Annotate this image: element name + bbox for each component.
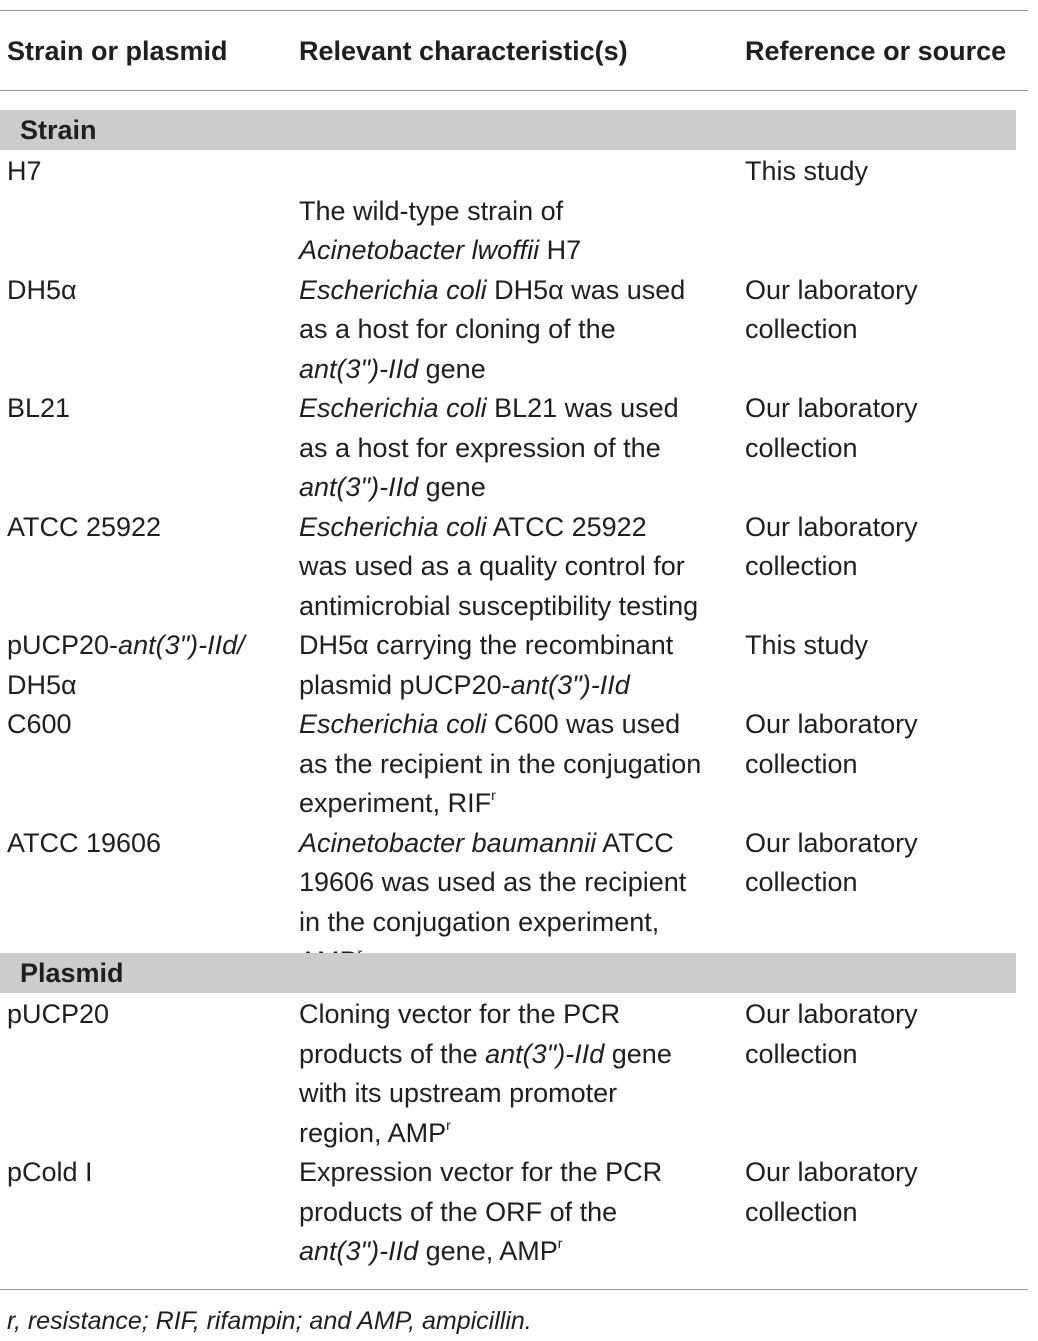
- cell-line: products of the ORF of the: [299, 1196, 618, 1227]
- cell-line: ATCC 25922: [7, 511, 162, 542]
- header-strain-or-plasmid: Strain or plasmid: [7, 36, 228, 66]
- cell-line: with its upstream promoter: [299, 1078, 618, 1108]
- top-rule: [0, 10, 1028, 11]
- cell-line: Escherichia coli ATCC 25922: [299, 511, 647, 542]
- cell-line: Expression vector for the PCR: [299, 1157, 663, 1187]
- cell-name: [7, 152, 287, 192]
- cell-name: [7, 271, 287, 311]
- header-reference-or-source: Reference or source: [745, 36, 1007, 66]
- cell-line: collection: [745, 1038, 858, 1069]
- cell-reference: [745, 389, 1025, 468]
- cell-characteristics: [299, 626, 739, 705]
- cell-reference: [745, 626, 1025, 666]
- section-label: Strain: [20, 115, 97, 145]
- cell-line: Escherichia coli DH5α was used: [299, 274, 686, 305]
- cell-line: 19606 was used as the recipient: [299, 867, 687, 897]
- cell-line: antimicrobial susceptibility testing: [299, 590, 699, 621]
- cell-line: plasmid pUCP20-ant(3")-IId: [299, 669, 630, 700]
- cell-line: Escherichia coli BL21 was used: [299, 393, 679, 423]
- cell-line: Cloning vector for the PCR: [299, 999, 621, 1029]
- cell-line: This study: [745, 156, 869, 186]
- cell-line: pUCP20-ant(3")-IId/: [7, 630, 245, 660]
- cell-line: as the recipient in the conjugation: [299, 748, 702, 779]
- cell-line: pUCP20: [7, 999, 110, 1029]
- cell-characteristics: [299, 508, 739, 627]
- cell-line: ATCC 19606: [7, 827, 162, 858]
- cell-line: The wild-type strain of: [299, 195, 564, 226]
- cell-reference: [745, 271, 1025, 350]
- cell-line: Our laboratory: [745, 709, 918, 739]
- header-relevant-characteristics: Relevant characteristic(s): [299, 36, 628, 66]
- cell-line: pCold I: [7, 1157, 93, 1187]
- cell-characteristics: [299, 705, 739, 824]
- cell-line: Acinetobacter lwoffii H7: [299, 235, 582, 265]
- cell-line: ant(3")-IId gene, AMP$^r$: [299, 1235, 563, 1266]
- header-rule: [0, 90, 1028, 91]
- cell-line: Our laboratory: [745, 274, 918, 305]
- cell-line: This study: [745, 630, 869, 660]
- section-label: Plasmid: [20, 958, 124, 988]
- cell-line: collection: [745, 1196, 858, 1227]
- section-header: [0, 953, 1016, 993]
- cell-characteristics: [299, 389, 739, 508]
- cell-name: [7, 824, 287, 864]
- cell-line: DH5α: [7, 274, 77, 305]
- cell-line: in the conjugation experiment,: [299, 906, 660, 937]
- cell-line: ant(3")-IId gene: [299, 472, 486, 502]
- cell-reference: [745, 995, 1025, 1074]
- cell-line: Our laboratory: [745, 511, 918, 542]
- section-header: [0, 110, 1016, 150]
- cell-line: was used as a quality control for: [299, 551, 685, 581]
- cell-name: [7, 995, 287, 1035]
- cell-line: C600: [7, 709, 72, 739]
- cell-line: BL21: [7, 393, 71, 423]
- cell-line: products of the ant(3")-IId gene: [299, 1038, 672, 1069]
- cell-line: H7: [7, 156, 42, 186]
- cell-name: [7, 626, 287, 705]
- cell-line: Our laboratory: [745, 1157, 918, 1187]
- cell-line: region, AMP$^r$: [299, 1116, 451, 1148]
- cell-reference: [745, 705, 1025, 784]
- cell-line: as a host for cloning of the: [299, 314, 616, 344]
- cell-name: [7, 1153, 287, 1193]
- cell-line: Our laboratory: [745, 827, 918, 858]
- cell-line: collection: [745, 551, 858, 581]
- cell-line: collection: [745, 748, 858, 779]
- cell-line: ant(3")-IId gene: [299, 353, 486, 384]
- cell-name: [7, 389, 287, 429]
- cell-reference: [745, 824, 1025, 903]
- cell-reference: [745, 152, 1025, 192]
- cell-reference: [745, 1153, 1025, 1232]
- cell-name: [7, 705, 287, 745]
- cell-characteristics: [299, 152, 739, 271]
- cell-line: collection: [745, 867, 858, 897]
- cell-characteristics: [299, 271, 739, 390]
- cell-characteristics: [299, 995, 739, 1153]
- bottom-rule: [0, 1289, 1028, 1290]
- cell-line: DH5α carrying the recombinant: [299, 630, 674, 660]
- cell-line: Our laboratory: [745, 999, 918, 1029]
- cell-line: Acinetobacter baumannii ATCC: [299, 827, 674, 858]
- table-footnote: r, resistance; RIF, rifampin; and AMP, ampicillin.: [7, 1307, 532, 1335]
- cell-line: experiment, RIF$^r$: [299, 787, 496, 818]
- cell-characteristics: [299, 1153, 739, 1272]
- cell-line: collection: [745, 432, 858, 463]
- cell-reference: [745, 508, 1025, 587]
- cell-line: Escherichia coli C600 was used: [299, 709, 681, 739]
- cell-line: as a host for expression of the: [299, 432, 661, 463]
- cell-line: [299, 152, 739, 192]
- cell-line: Our laboratory: [745, 393, 918, 423]
- cell-name: [7, 508, 287, 548]
- cell-line: collection: [745, 314, 858, 344]
- cell-line: DH5α: [7, 669, 77, 700]
